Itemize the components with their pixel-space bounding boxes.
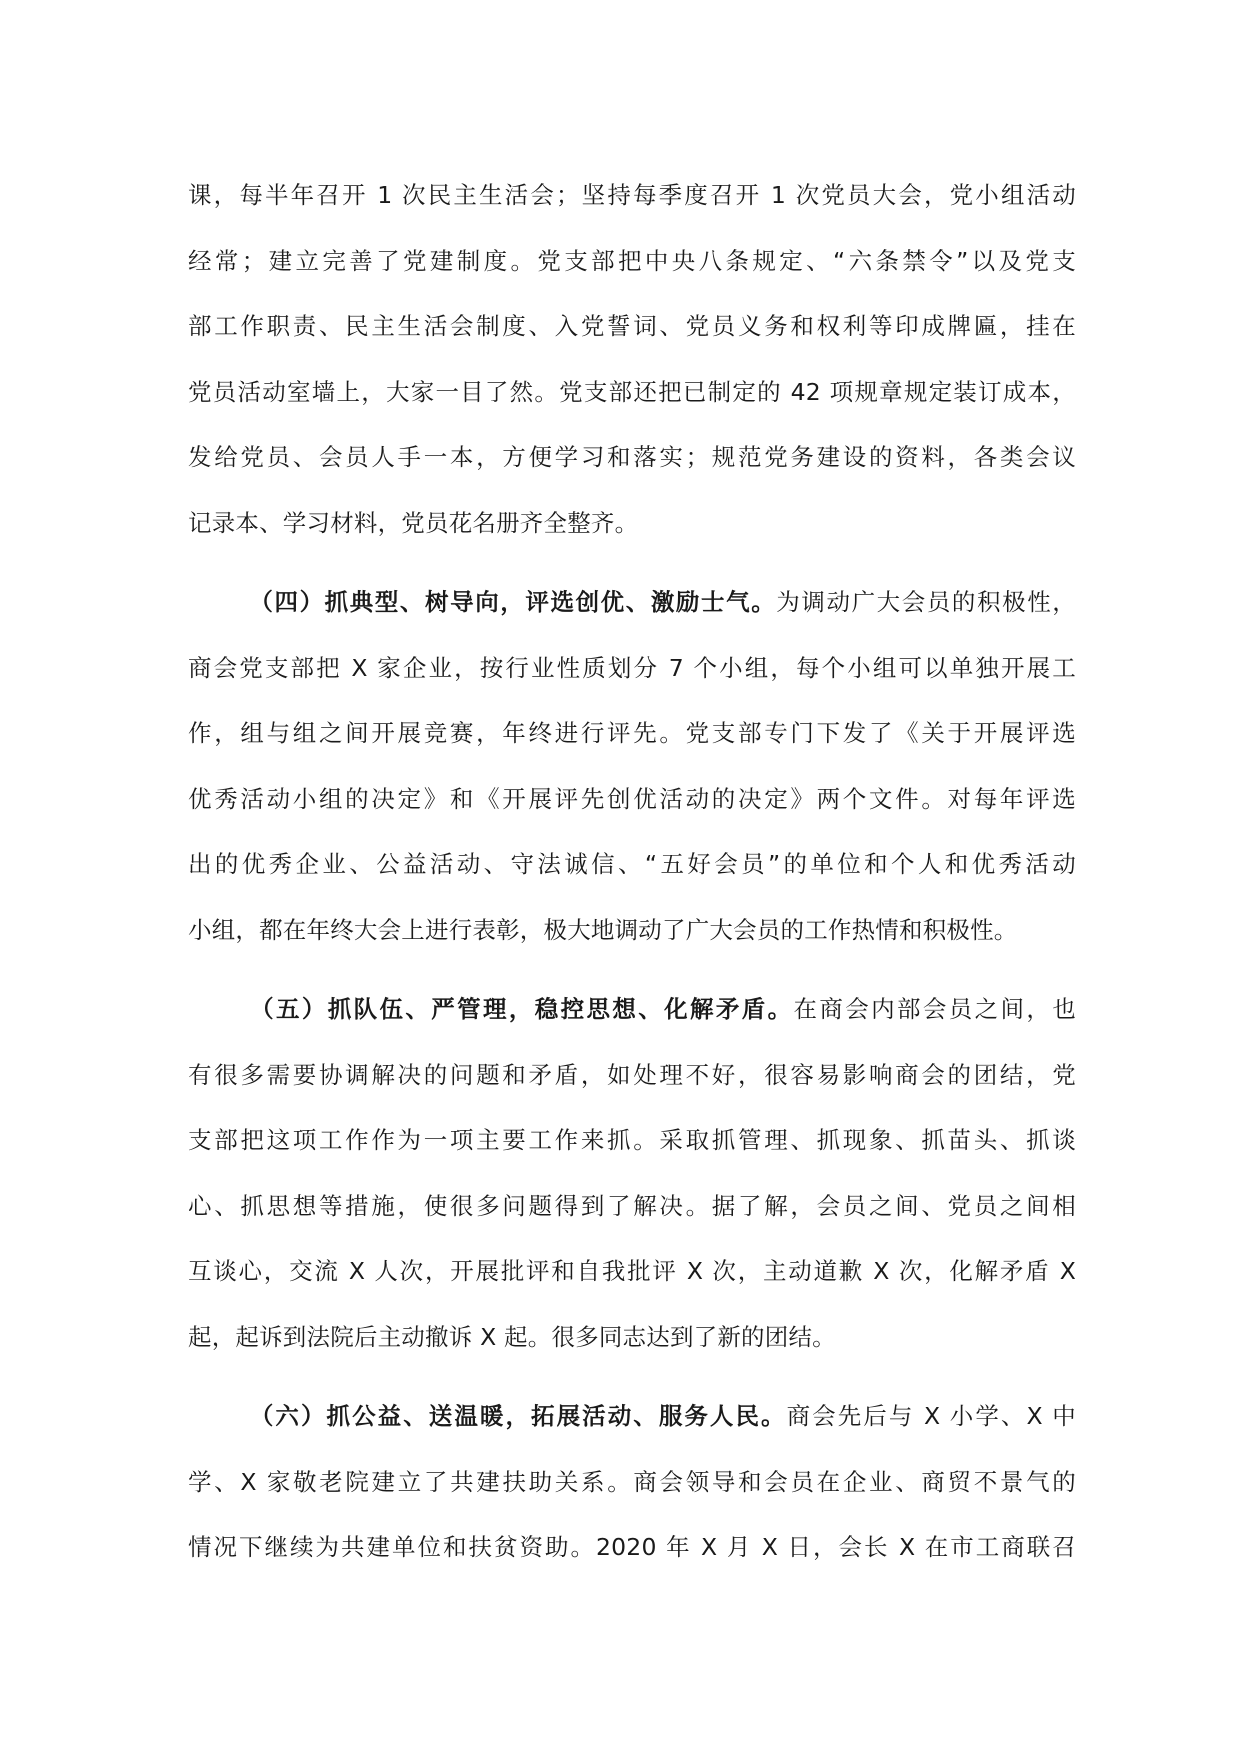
text-line: 部工作职责、民主生活会制度、入党誓词、党员义务和权利等印成牌匾，挂在 <box>188 312 1076 341</box>
paragraph-section-six <box>188 1384 1076 1581</box>
text-line: 起，起诉到法院后主动撤诉 X 起。很多同志达到了新的团结。 <box>188 1322 836 1351</box>
paragraph-section-four <box>188 570 1076 964</box>
text-line: 课，每半年召开 1 次民主生活会；坚持每季度召开 1 次党员大会，党小组活动 <box>188 181 1076 209</box>
text-line: 作，组与组之间开展竞赛，年终进行评先。党支部专门下发了《关于开展评选 <box>188 719 1076 748</box>
text-line: 情况下继续为共建单位和扶贫资助。2020 年 X 月 X 日，会长 X 在市工商联召 <box>188 1533 1076 1562</box>
text-line: 优秀活动小组的决定》和《开展评先创优活动的决定》两个文件。对每年评选 <box>188 784 1076 813</box>
text-line: 党员活动室墙上，大家一目了然。党支部还把已制定的 42 项规章规定装订成本， <box>188 377 1076 406</box>
text-line: 出的优秀企业、公益活动、守法诚信、“五好会员”的单位和个人和优秀活动 <box>188 850 1076 879</box>
text-line: 商会党支部把 X 家企业，按行业性质划分 7 个小组，每个小组可以单独开展工 <box>188 653 1076 682</box>
text-run: 为调动广大会员的积极性， <box>776 588 1076 616</box>
section-heading: （四）抓典型、树导向，评选创优、激励士气。 <box>248 588 777 616</box>
text-line: 互谈心，交流 X 人次，开展批评和自我批评 X 次，主动道歉 X 次，化解矛盾 X <box>188 1257 1076 1286</box>
paragraph-first-line <box>188 1384 1076 1450</box>
text-line: 支部把这项工作作为一项主要工作来抓。采取抓管理、抓现象、抓苗头、抓谈 <box>188 1126 1076 1155</box>
paragraph-party-system <box>188 163 1076 557</box>
text-line: 发给党员、会员人手一本，方便学习和落实；规范党务建设的资料，各类会议 <box>188 443 1076 472</box>
text-line: 学、X 家敬老院建立了共建扶助关系。商会领导和会员在企业、商贸不景气的 <box>188 1467 1076 1496</box>
text-line: 小组，都在年终大会上进行表彰，极大地调动了广大会员的工作热情和积极性。 <box>188 915 1018 944</box>
section-heading: （六）抓公益、送温暖，拓展活动、服务人民。 <box>248 1402 787 1430</box>
text-run: 商会先后与 X 小学、X 中 <box>786 1402 1076 1430</box>
text-run: 在商会内部会员之间，也 <box>793 995 1076 1023</box>
section-heading: （五）抓队伍、严管理，稳控思想、化解矛盾。 <box>248 995 794 1023</box>
paragraph-first-line <box>188 570 1076 636</box>
text-line: 心、抓思想等措施，使很多问题得到了解决。据了解，会员之间、党员之间相 <box>188 1191 1076 1220</box>
text-line: 经常；建立完善了党建制度。党支部把中央八条规定、“六条禁令”以及党支 <box>188 246 1076 275</box>
text-line: 记录本、学习材料，党员花名册齐全整齐。 <box>188 508 639 537</box>
paragraph-first-line <box>188 977 1076 1043</box>
text-line: 有很多需要协调解决的问题和矛盾，如处理不好，很容易影响商会的团结，党 <box>188 1060 1076 1089</box>
paragraph-section-five <box>188 977 1076 1371</box>
